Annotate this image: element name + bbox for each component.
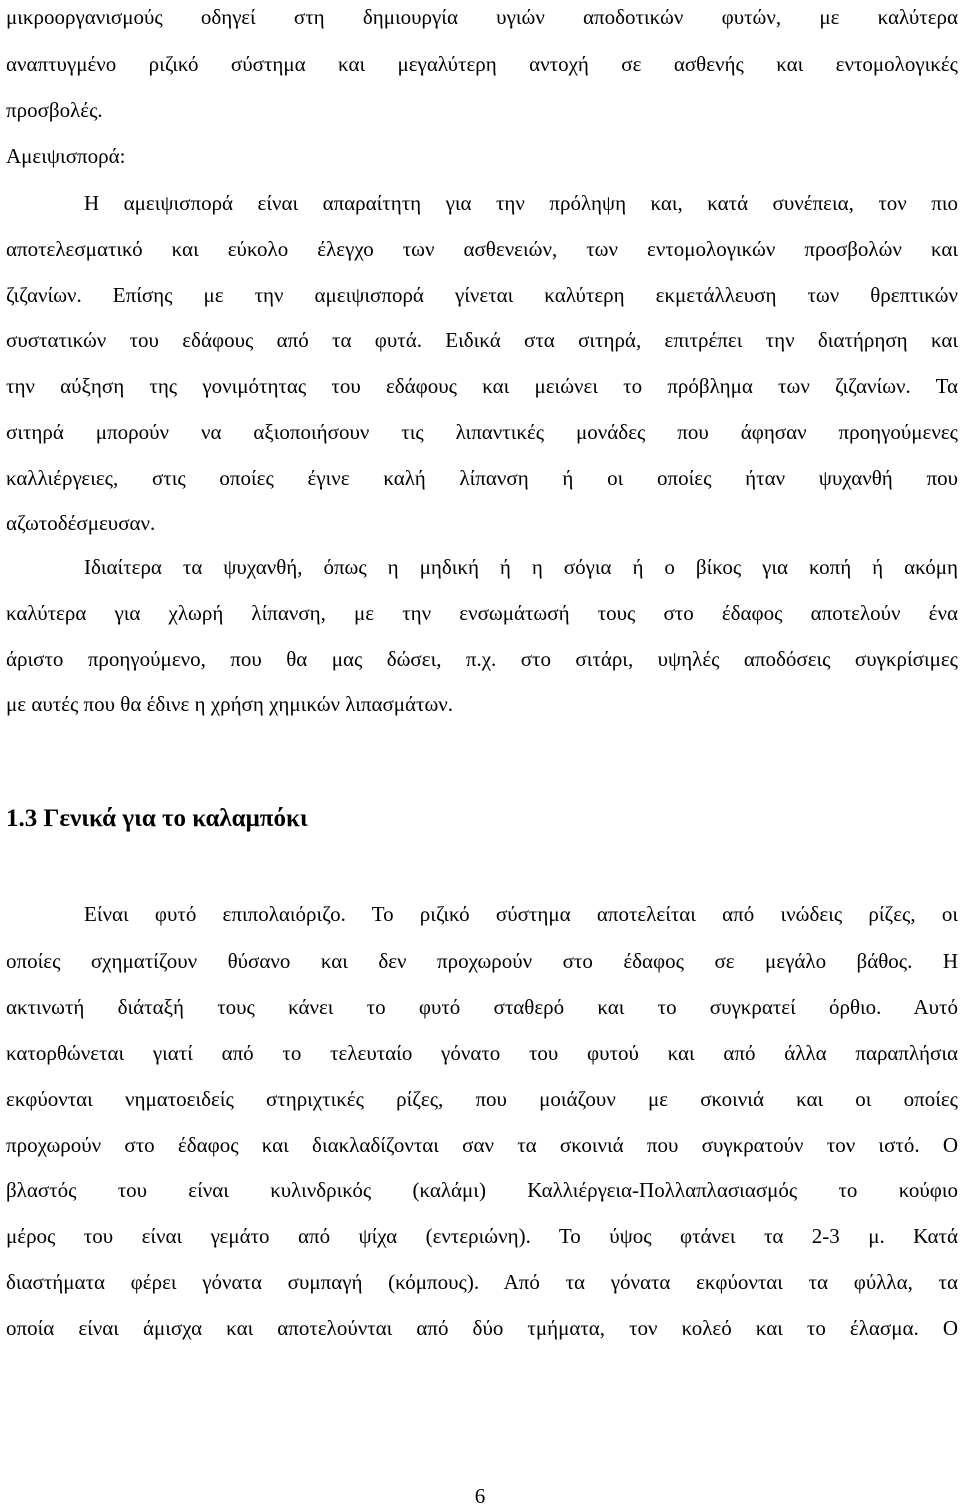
text-line: προχωρούν στο έδαφος και διακλαδίζονται σαν τα σκοινιά που συγκρατούν τον ιστό. Ο bbox=[6, 1133, 958, 1157]
text-line: ακτινωτή διάταξή τους κάνει το φυτό σταθερό και το συγκρατεί όρθιο. Αυτό bbox=[6, 995, 958, 1019]
text-line: οποία είναι άμισχα και αποτελούνται από δύο τμήματα, τον κολεό και το έλασμα. Ο bbox=[6, 1316, 958, 1340]
text-line: καλύτερα για χλωρή λίπανση, με την ενσωμάτωσή τους στο έδαφος αποτελούν ένα bbox=[6, 601, 958, 625]
text-line: με αυτές που θα έδινε η χρήση χημικών λιπασμάτων. bbox=[6, 692, 454, 716]
text-line: αζωτοδέσμευσαν. bbox=[6, 511, 156, 535]
text-line: κατορθώνεται γιατί από το τελευταίο γόνατο του φυτού και από άλλα παραπλήσια bbox=[6, 1041, 958, 1065]
text-line: Είναι φυτό επιπολαιόριζο. Το ριζικό σύστημα αποτελείται από ινώδεις ρίζες, οι bbox=[84, 902, 958, 926]
text-line: καλλιέργειες, στις οποίες έγινε καλή λίπανση ή οι οποίες ήταν ψυχανθή που bbox=[6, 466, 958, 490]
text-line: αποτελεσματικό και εύκολο έλεγχο των ασθενειών, των εντομολογικών προσβολών και bbox=[6, 237, 958, 261]
text-line: Ιδιαίτερα τα ψυχανθή, όπως η μηδική ή η σόγια ή ο βίκος για κοπή ή ακόμη bbox=[84, 555, 958, 579]
section-heading: 1.3 Γενικά για το καλαμπόκι bbox=[6, 805, 308, 832]
text-line: διαστήματα φέρει γόνατα συμπαγή (κόμπους). Από τα γόνατα εκφύονται τα φύλλα, τα bbox=[6, 1270, 958, 1294]
text-line: συστατικών του εδάφους από τα φυτά. Ειδικά στα σιτηρά, επιτρέπει την διατήρηση και bbox=[6, 328, 958, 352]
text-line: άριστο προηγούμενο, που θα μας δώσει, π.χ. στο σιτάρι, υψηλές αποδόσεις συγκρίσιμες bbox=[6, 647, 958, 671]
page-number: 6 bbox=[474, 1484, 486, 1508]
text-line: ζιζανίων. Επίσης με την αμειψισπορά γίνεται καλύτερη εκμετάλλευση των θρεπτικών bbox=[6, 283, 958, 307]
text-line: οποίες σχηματίζουν θύσανο και δεν προχωρούν στο έδαφος σε μεγάλο βάθος. Η bbox=[6, 949, 958, 973]
text-line: μέρος του είναι γεμάτο από ψίχα (εντεριώνη). Το ύψος φτάνει τα 2-3 μ. Κατά bbox=[6, 1224, 958, 1248]
text-line: Η αμειψισπορά είναι απαραίτητη για την πρόληψη και, κατά συνέπεια, τον πιο bbox=[84, 191, 958, 215]
text-line: προσβολές. bbox=[6, 98, 103, 122]
text-line: μικροοργανισμούς οδηγεί στη δημιουργία υγιών αποδοτικών φυτών, με καλύτερα bbox=[6, 5, 958, 29]
text-line: αναπτυγμένο ριζικό σύστημα και μεγαλύτερη αντοχή σε ασθενής και εντομολογικές bbox=[6, 52, 958, 76]
text-line: εκφύονται νηματοειδείς στηριχτικές ρίζες, που μοιάζουν με σκοινιά και οι οποίες bbox=[6, 1087, 958, 1111]
text-line: βλαστός του είναι κυλινδρικός (καλάμι) Καλλιέργεια-Πολλαπλασιασμός το κούφιο bbox=[6, 1178, 958, 1202]
text-line: σιτηρά μπορούν να αξιοποιήσουν τις λιπαντικές μονάδες που άφησαν προηγούμενες bbox=[6, 420, 958, 444]
text-line: την αύξηση της γονιμότητας του εδάφους και μειώνει το πρόβλημα των ζιζανίων. Τα bbox=[6, 374, 958, 398]
text-line: Αμειψισπορά: bbox=[6, 144, 126, 168]
